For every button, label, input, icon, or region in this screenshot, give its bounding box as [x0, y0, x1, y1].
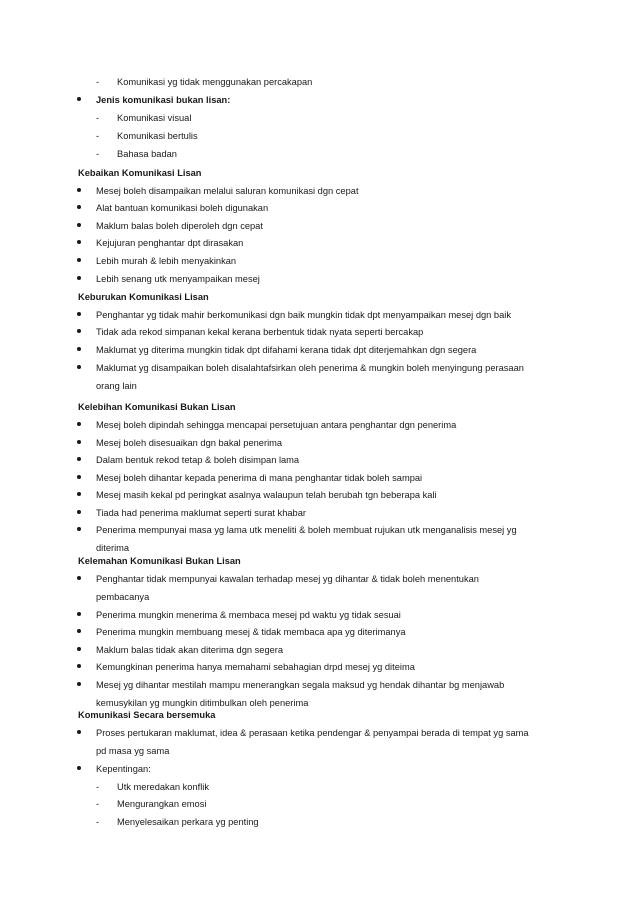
list-item: Penerima mungkin menerima & membaca mesej pd waktu yg tidak sesuai	[96, 610, 401, 620]
list-subitem: Komunikasi yg tidak menggunakan percakapan	[117, 77, 313, 87]
bullet-icon	[77, 766, 81, 770]
list-subitem: Menyelesaikan perkara yg penting	[117, 817, 259, 827]
bullet-icon	[77, 510, 81, 514]
bullet-icon	[77, 440, 81, 444]
bullet-icon	[77, 258, 81, 262]
list-item: Penghantar yg tidak mahir berkomunikasi dgn baik mungkin tidak dpt menyampaikan mesej dgn baik	[96, 310, 511, 320]
list-item: Penghantar tidak mempunyai kawalan terhadap mesej yg dihantar & tidak boleh menentukan	[96, 574, 479, 584]
list-item: Mesej boleh dihantar kepada penerima di mana penghantar tidak boleh sampai	[96, 473, 423, 483]
bullet-icon	[77, 347, 81, 351]
list-item: Kejujuran penghantar dpt dirasakan	[96, 238, 244, 248]
dash-marker-icon: -	[96, 131, 100, 141]
list-subitem: Utk meredakan konflik	[117, 782, 209, 792]
list-item: Penerima mempunyai masa yg lama utk meneliti & boleh membuat rujukan utk menganalisis mesej yg	[96, 525, 517, 535]
list-subitem: Komunikasi bertulis	[117, 131, 198, 141]
bullet-icon	[77, 329, 81, 333]
list-item: Penerima mungkin membuang mesej & tidak membaca apa yg diterimanya	[96, 627, 406, 637]
dash-marker-icon: -	[96, 799, 100, 809]
bullet-icon	[77, 276, 81, 280]
dash-marker-icon: -	[96, 817, 100, 827]
section-heading: Kelebihan Komunikasi Bukan Lisan	[78, 402, 236, 412]
bullet-icon	[77, 527, 81, 531]
section-heading: Komunikasi Secara bersemuka	[78, 710, 216, 720]
list-item: Lebih senang utk menyampaikan mesej	[96, 274, 260, 284]
bullet-icon	[77, 664, 81, 668]
section-heading: Kebaikan Komunikasi Lisan	[78, 168, 202, 178]
section-heading: Keburukan Komunikasi Lisan	[78, 292, 209, 302]
list-item: Mesej boleh disesuaikan dgn bakal penerima	[96, 438, 283, 448]
list-item: orang lain	[96, 381, 137, 391]
bullet-icon	[77, 629, 81, 633]
list-item: Mesej boleh disampaikan melalui saluran komunikasi dgn cepat	[96, 186, 359, 196]
list-item: pd masa yg sama	[96, 746, 170, 756]
list-item: Maklumat yg diterima mungkin tidak dpt difahami kerana tidak dpt diterjemahkan dgn segera	[96, 345, 477, 355]
bullet-icon	[77, 97, 81, 101]
list-item: Proses pertukaran maklumat, idea & perasaan ketika pendengar & penyampai berada di tempat yg sama	[96, 728, 529, 738]
list-item: Alat bantuan komunikasi boleh digunakan	[96, 203, 269, 213]
list-item: Kepentingan:	[96, 764, 151, 774]
bullet-icon	[77, 647, 81, 651]
bullet-icon	[77, 475, 81, 479]
list-item: kemusykilan yg mungkin ditimbulkan oleh penerima	[96, 698, 309, 708]
list-item: Dalam bentuk rekod tetap & boleh disimpan lama	[96, 455, 300, 465]
bullet-icon	[77, 223, 81, 227]
bullet-icon	[77, 205, 81, 209]
list-item: Maklumat yg disampaikan boleh disalahtafsirkan oleh penerima & mungkin boleh menyingung perasaan	[96, 363, 524, 373]
list-item: Mesej masih kekal pd peringkat asalnya walaupun telah berubah tgn beberapa kali	[96, 490, 437, 500]
bullet-icon	[77, 682, 81, 686]
bullet-icon	[77, 730, 81, 734]
list-item: Tidak ada rekod simpanan kekal kerana berbentuk tidak nyata seperti bercakap	[96, 327, 424, 337]
bullet-icon	[77, 576, 81, 580]
list-item: Kemungkinan penerima hanya memahami sebahagian drpd mesej yg diteima	[96, 662, 415, 672]
dash-marker-icon: -	[96, 149, 100, 159]
dash-marker-icon: -	[96, 782, 100, 792]
list-item: Lebih murah & lebih menyakinkan	[96, 256, 237, 266]
bullet-icon	[77, 422, 81, 426]
section-heading: Kelemahan Komunikasi Bukan Lisan	[78, 556, 241, 566]
list-item: Maklum balas tidak akan diterima dgn segera	[96, 645, 284, 655]
list-item: Mesej yg dihantar mestilah mampu menerangkan segala maksud yg hendak dihantar bg menjawab	[96, 680, 505, 690]
bullet-icon	[77, 240, 81, 244]
bullet-icon	[77, 612, 81, 616]
dash-marker-icon: -	[96, 77, 100, 87]
bullet-icon	[77, 188, 81, 192]
list-item: Maklum balas boleh diperoleh dgn cepat	[96, 221, 263, 231]
list-subitem: Bahasa badan	[117, 149, 177, 159]
list-subitem: Komunikasi visual	[117, 113, 192, 123]
dash-marker-icon: -	[96, 113, 100, 123]
list-item: Mesej boleh dipindah sehingga mencapai persetujuan antara penghantar dgn penerima	[96, 420, 457, 430]
bullet-icon	[77, 365, 81, 369]
list-item: Tiada had penerima maklumat seperti surat khabar	[96, 508, 306, 518]
bullet-icon	[77, 457, 81, 461]
list-item: Jenis komunikasi bukan lisan:	[96, 95, 231, 105]
list-item: pembacanya	[96, 592, 150, 602]
bullet-icon	[77, 492, 81, 496]
bullet-icon	[77, 312, 81, 316]
list-subitem: Mengurangkan emosi	[117, 799, 207, 809]
list-item: diterima	[96, 543, 130, 553]
